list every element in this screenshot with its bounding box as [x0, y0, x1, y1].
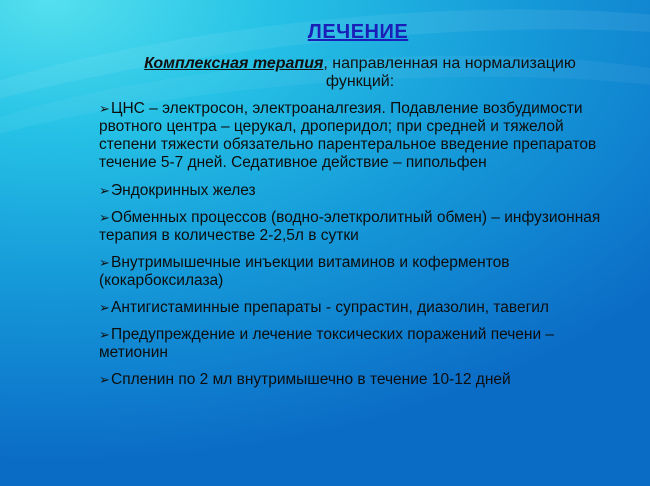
arrowhead-bullet-icon: ➢ — [99, 300, 110, 315]
arrowhead-bullet-icon: ➢ — [99, 372, 110, 387]
list-item-text: ЦНС – электросон, электроаналгезия. Подавление возбудимости рвотного центра – церукал, дроперидол; при средней и тяжелой степени тяжести обязательно парентеральное введение препаратов течение 5-7 дней. Седативное действие – пипольфен — [99, 100, 597, 171]
list-item — [99, 182, 619, 200]
list-item-text: Внутримышечные инъекции витаминов и коферментов (кокарбоксилаза) — [99, 254, 510, 289]
list-item-text: Предупреждение и лечение токсических поражений печени – метионин — [99, 326, 555, 361]
intro-emphasis: Комплексная терапия — [144, 55, 324, 72]
arrowhead-bullet-icon: ➢ — [99, 183, 110, 198]
arrowhead-bullet-icon: ➢ — [99, 327, 110, 342]
list-item-text: Антигистаминные препараты - супрастин, диазолин, тавегил — [111, 299, 549, 316]
list-item — [99, 100, 619, 172]
list-item — [99, 209, 619, 245]
arrowhead-bullet-icon: ➢ — [99, 101, 110, 116]
list-item-text: Обменных процессов (водно-элеткролитный обмен) – инфузионная терапия в количестве 2-2,5л в сутки — [99, 209, 601, 244]
arrowhead-bullet-icon: ➢ — [99, 210, 110, 225]
list-item — [99, 299, 619, 317]
slide-title: ЛЕЧЕНИЕ — [307, 21, 409, 43]
arrowhead-bullet-icon: ➢ — [99, 255, 110, 270]
list-item-text: Эндокринных желез — [111, 182, 256, 199]
intro-text — [110, 55, 610, 91]
list-item — [99, 326, 619, 362]
treatment-list — [99, 100, 619, 398]
intro-rest: , направленная на нормализацию функций: — [323, 55, 576, 90]
list-item-text: Спленин по 2 мл внутримышечно в течение 10-12 дней — [111, 371, 511, 388]
list-item — [99, 371, 619, 389]
list-item — [99, 254, 619, 290]
